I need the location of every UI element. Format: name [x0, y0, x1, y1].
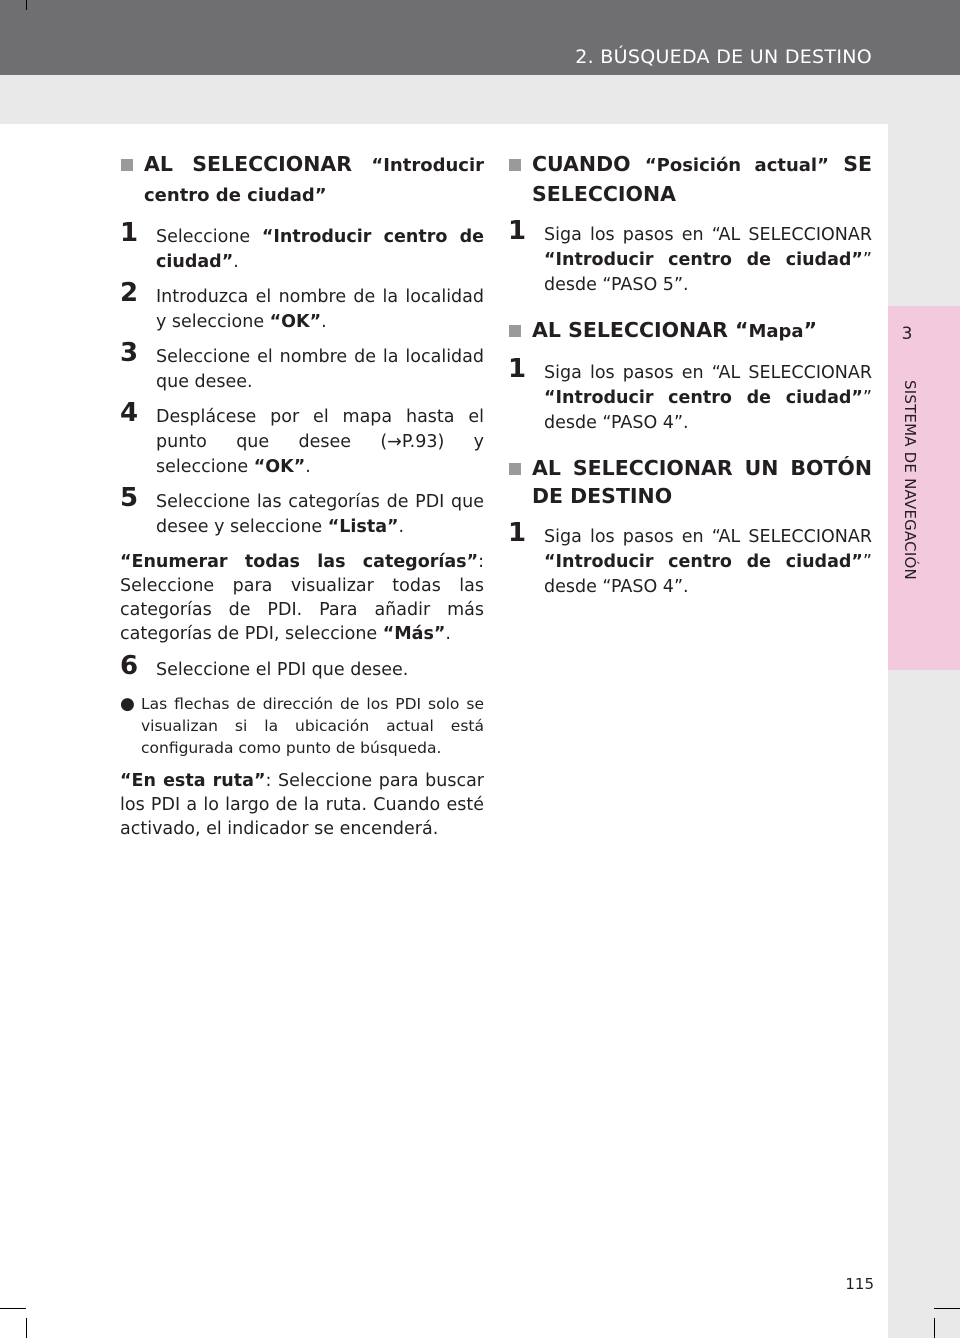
crop-mark: [934, 1318, 935, 1338]
step-item: 2 Introduzca el nombre de la localidad y seleccione “OK”.: [120, 278, 484, 332]
section-title: 2. BÚSQUEDA DE UN DESTINO: [575, 46, 872, 68]
step-item: 1 Siga los pasos en “AL SELECCIONAR “Introducir centro de ciudad”” desde “PASO 5”.: [508, 216, 872, 295]
step-item: 4 Desplácese por el mapa hasta el punto que desee (→P.93) y seleccione “OK”.: [120, 398, 484, 477]
bullet-note: ● Las flechas de dirección de los PDI solo se visualizan si la ubicación actual está configurada como punto de búsqueda.: [120, 694, 484, 757]
right-column: [508, 150, 872, 610]
chapter-number: 3: [901, 324, 913, 344]
step-item: 6 Seleccione el PDI que desee.: [120, 651, 409, 681]
bullet-icon: ●: [120, 694, 135, 714]
step-item: 1 Siga los pasos en “AL SELECCIONAR “Introducir centro de ciudad”” desde “PASO 4”.: [508, 518, 872, 597]
crop-mark: [0, 1308, 26, 1309]
section-heading: CUANDO “Posición actual” SE SELECCIONA: [508, 150, 872, 208]
crop-mark: [26, 1318, 27, 1338]
step-item: 1 Seleccione “Introducir centro de ciudad”.: [120, 218, 484, 272]
step-item: 1 Siga los pasos en “AL SELECCIONAR “Introducir centro de ciudad”” desde “PASO 4”.: [508, 354, 872, 433]
section-heading: AL SELECCIONAR UN BOTÓN DE DESTINO: [508, 454, 872, 510]
section-heading: AL SELECCIONAR “Mapa”: [508, 316, 872, 346]
section-heading: AL SELECCIONAR “Introducir centro de ciudad”: [120, 150, 484, 210]
crop-mark: [26, 0, 27, 10]
left-column: [120, 150, 484, 853]
page-number: 115: [845, 1275, 874, 1293]
note-paragraph: “En esta ruta”: Seleccione para buscar los PDI a lo largo de la ruta. Cuando esté activado, el indicador se encenderá.: [120, 771, 484, 839]
step-item: 5 Seleccione las categorías de PDI que desee y seleccione “Lista”.: [120, 483, 484, 537]
step-item: 3 Seleccione el nombre de la localidad que desee.: [120, 338, 484, 392]
note-paragraph: “Enumerar todas las categorías”: Seleccione para visualizar todas las categorías de PDI. Para añadir más categorías de PDI, seleccione “Más”.: [120, 552, 484, 644]
crop-mark: [934, 1308, 960, 1309]
header-bar: [0, 0, 960, 75]
chapter-label: SISTEMA DE NAVEGACIÓN: [901, 380, 919, 580]
